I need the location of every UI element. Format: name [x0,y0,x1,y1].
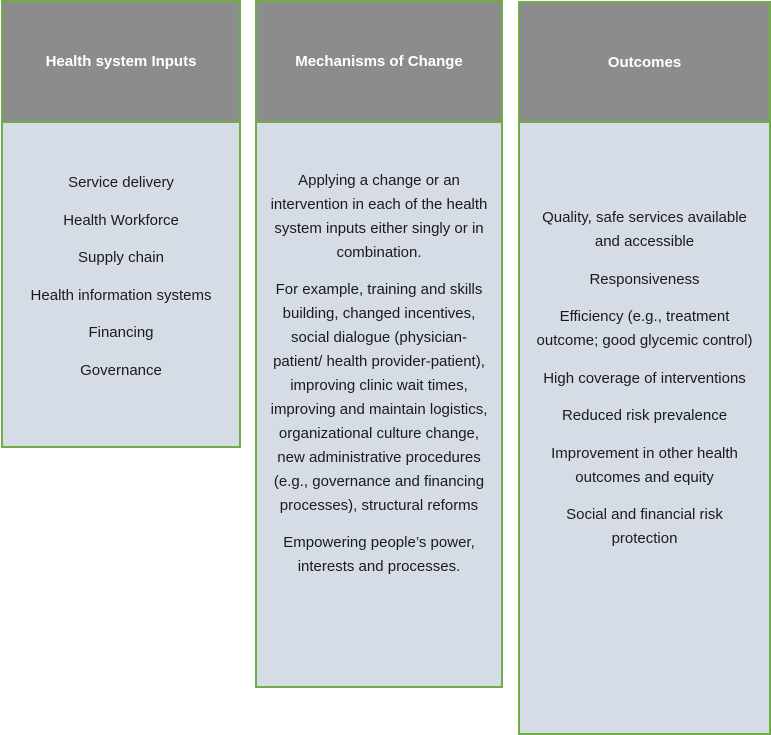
header-health-system-inputs [1,0,241,123]
mechanism-paragraph: For example, training and skills building, changed incentives, social dialogue (physician-patient/ health provider-patient), improving clinic wait times, improving and maintain logistics, organizational culture change, new administrative procedures (e.g., governance and financing processes), structural reforms [270,281,488,514]
header-title: Outcomes [607,53,682,71]
header-mechanisms-of-change [255,0,503,123]
box-health-system-inputs [1,121,241,448]
outcome-item: Quality, safe services available and accessible [542,209,747,250]
box-outcomes [518,121,771,735]
header-outcomes [518,1,771,123]
input-item: Supply chain [78,249,164,266]
mechanism-paragraph: Empowering people’s power, interests and processes. [283,534,475,575]
mechanism-paragraph: Applying a change or an intervention in each of the health system inputs either singly or in combination. [270,172,488,261]
outcome-item: High coverage of interventions [543,369,746,387]
input-item: Governance [80,361,162,379]
outcome-item: Responsiveness [589,270,700,288]
header-title: Mechanisms of Change [295,53,463,70]
input-item: Financing [88,324,154,341]
outcome-item: Improvement in other health outcomes and equity [551,444,738,486]
outcome-item: Reduced risk prevalence [561,407,728,424]
input-item: Service delivery [68,174,174,191]
input-item: Health information systems [30,286,212,304]
input-item: Health Workforce [63,211,179,229]
outcome-item: Social and financial risk protection [566,506,723,547]
box-mechanisms-of-change [255,121,503,688]
outcome-item: Efficiency (e.g., treatment outcome; good glycemic control) [536,308,753,349]
header-title: Health system Inputs [45,53,197,70]
